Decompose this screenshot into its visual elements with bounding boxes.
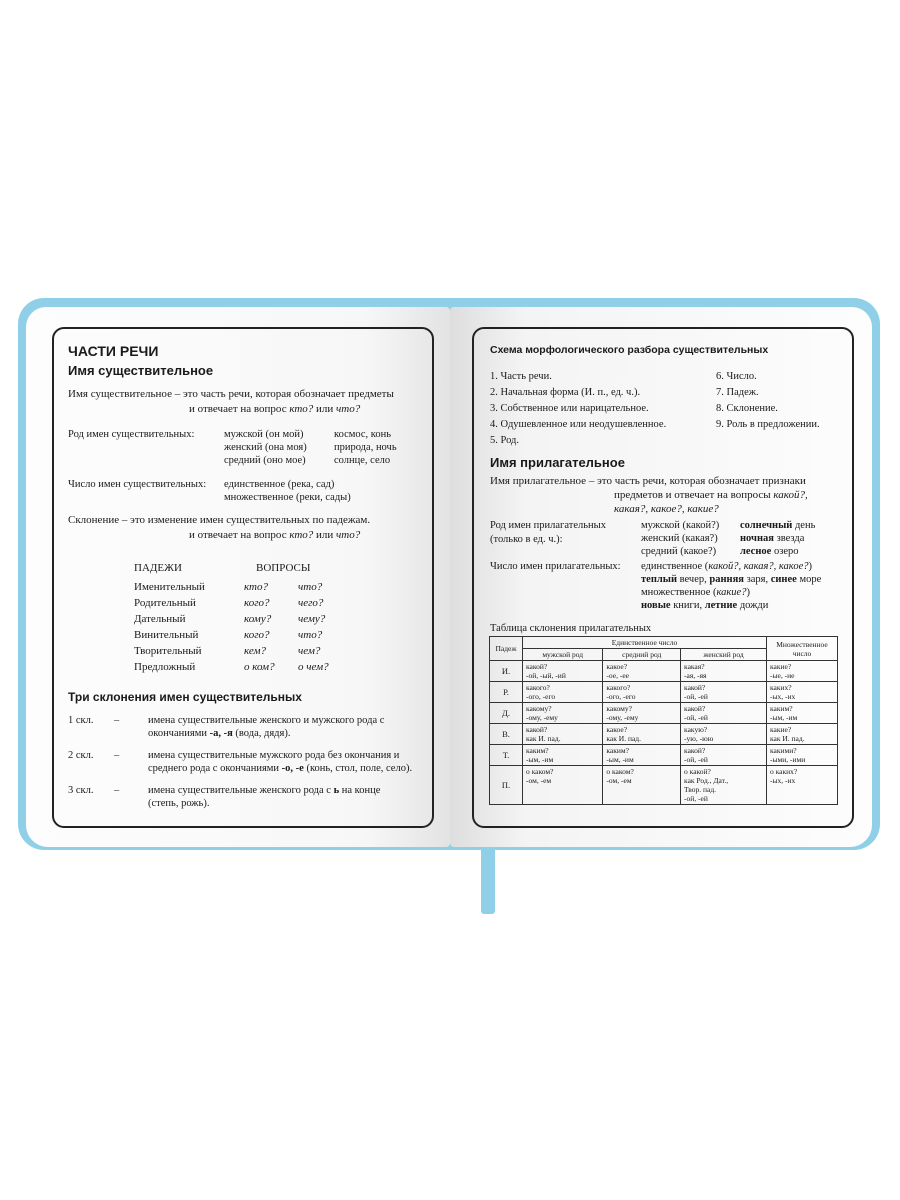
case-question-who: кем? bbox=[244, 645, 266, 657]
case-question-who: кого? bbox=[244, 597, 270, 609]
adjective-heading: Имя прилагательное bbox=[490, 455, 625, 470]
table-row bbox=[490, 766, 838, 805]
table-row bbox=[490, 661, 838, 682]
cell-question: какой? bbox=[684, 683, 706, 692]
adjective-definition-line3: какая?, какое?, какие? bbox=[614, 503, 719, 515]
declension-line2: и отвечает на вопрос кто? или что? bbox=[189, 529, 361, 541]
cell-ending: -ом, -ем bbox=[606, 776, 632, 785]
declension-table-title: Таблица склонения прилагательных bbox=[490, 623, 652, 634]
scheme-title: Схема морфологического разбора существительных bbox=[490, 344, 769, 356]
number-plural: множественное (реки, сады) bbox=[224, 492, 351, 503]
cell-ending: -ыми, -ими bbox=[770, 755, 806, 764]
gender-label: Род имен существительных: bbox=[68, 429, 195, 440]
scheme-item-3: 3. Собственное или нарицательное. bbox=[490, 403, 649, 414]
table-cell bbox=[767, 682, 838, 703]
table-cell bbox=[603, 682, 681, 703]
adj-number-plural: множественное (какие?) bbox=[641, 587, 750, 598]
cell-question: какие? bbox=[770, 662, 792, 671]
cases-header: ПАДЕЖИ bbox=[134, 562, 182, 574]
noun-definition-line1: Имя существительное – это часть речи, которая обозначает предметы bbox=[68, 388, 394, 400]
decl1-label: 1 скл. bbox=[68, 715, 94, 726]
cell-question: какому? bbox=[526, 704, 552, 713]
cell-question: какого? bbox=[606, 683, 631, 692]
case-question-who: кому? bbox=[244, 613, 272, 625]
case-name: Винительный bbox=[134, 629, 199, 641]
cell-question: какому? bbox=[606, 704, 632, 713]
cell-question: какой? bbox=[684, 704, 706, 713]
case-name: Предложный bbox=[134, 661, 196, 673]
scheme-item-7: 7. Падеж. bbox=[716, 387, 759, 398]
cell-question: каким? bbox=[770, 704, 793, 713]
table-row bbox=[490, 682, 838, 703]
table-cell bbox=[681, 682, 767, 703]
cell-ending: -ого, -его bbox=[606, 692, 636, 701]
declension-line1: Склонение – это изменение имен существительных по падежам. bbox=[68, 514, 371, 526]
bookmark-ribbon bbox=[481, 840, 495, 914]
table-cell bbox=[767, 703, 838, 724]
adj-gender-example-2: ночная звезда bbox=[740, 533, 805, 544]
cell-ending: -ым, -им bbox=[606, 755, 634, 764]
table-header-singular: Единственное число bbox=[523, 637, 767, 649]
table-case-cell: Д. bbox=[490, 703, 523, 724]
table-cell bbox=[767, 766, 838, 805]
case-question-who: кого? bbox=[244, 629, 270, 641]
cell-question: о каких? bbox=[770, 767, 798, 776]
table-cell bbox=[523, 703, 603, 724]
case-question-what: чему? bbox=[298, 613, 326, 625]
gender-kind-3: средний (оно мое) bbox=[224, 455, 306, 466]
cell-question: каких? bbox=[770, 683, 792, 692]
decl3-label: 3 скл. bbox=[68, 785, 94, 796]
cell-ending: -ых, -их bbox=[770, 692, 796, 701]
cell-ending: -ой, -ей bbox=[684, 713, 708, 722]
table-header-case: Падеж bbox=[490, 637, 523, 661]
table-cell bbox=[523, 661, 603, 682]
three-declensions-heading: Три склонения имен существительных bbox=[68, 690, 302, 704]
cell-ending: Твор. пад. bbox=[684, 785, 717, 794]
gender-kind-2: женский (она моя) bbox=[224, 442, 307, 453]
cell-question: о какой? bbox=[684, 767, 711, 776]
table-row bbox=[490, 703, 838, 724]
questions-header: ВОПРОСЫ bbox=[256, 562, 311, 574]
cell-ending: как И. пад. bbox=[770, 734, 805, 743]
table-cell bbox=[681, 724, 767, 745]
adjective-definition-line2: предметов и отвечает на вопросы какой?, bbox=[614, 489, 808, 501]
decl3-line1: имена существительные женского рода с ь на конце bbox=[148, 785, 381, 796]
adj-gender-label-1: Род имен прилагательных bbox=[490, 520, 606, 531]
table-header-fem: женский род bbox=[681, 649, 767, 661]
case-question-who: о ком? bbox=[244, 661, 275, 673]
scheme-item-1: 1. Часть речи. bbox=[490, 371, 552, 382]
case-name: Дательный bbox=[134, 613, 186, 625]
cell-ending: -ое, -ее bbox=[606, 671, 629, 680]
adj-gender-example-1: солнечный день bbox=[740, 520, 816, 531]
case-question-what: о чем? bbox=[298, 661, 329, 673]
table-cell bbox=[603, 724, 681, 745]
table-cell bbox=[603, 661, 681, 682]
adj-gender-kind-3: средний (какое?) bbox=[641, 546, 717, 557]
gender-example-3: солнце, село bbox=[334, 455, 391, 466]
scheme-item-8: 8. Склонение. bbox=[716, 403, 778, 414]
cell-ending: -ом, -ем bbox=[526, 776, 552, 785]
cell-ending: -ому, -ему bbox=[526, 713, 558, 722]
cell-ending: -ых, -их bbox=[770, 776, 796, 785]
table-case-cell: И. bbox=[490, 661, 523, 682]
case-question-what: чего? bbox=[298, 597, 324, 609]
cell-question: какого? bbox=[526, 683, 550, 692]
table-cell bbox=[681, 703, 767, 724]
adj-gender-kind-1: мужской (какой?) bbox=[641, 520, 720, 531]
case-question-who: кто? bbox=[244, 581, 268, 593]
number-singular: единственное (река, сад) bbox=[224, 479, 335, 490]
table-cell bbox=[767, 724, 838, 745]
table-cell bbox=[523, 682, 603, 703]
cell-question: какой? bbox=[526, 662, 548, 671]
table-cell bbox=[603, 703, 681, 724]
cell-ending: как И. пад. bbox=[606, 734, 641, 743]
decl2-line1: имена существительные мужского рода без окончания и bbox=[148, 750, 400, 761]
cell-question: какие? bbox=[770, 725, 792, 734]
noun-heading: Имя существительное bbox=[68, 363, 214, 378]
cell-ending: -ому, -ему bbox=[606, 713, 639, 722]
cell-ending: -ые, -ие bbox=[770, 671, 795, 680]
cell-question: какое? bbox=[606, 725, 628, 734]
cell-ending: как Род., Дат., bbox=[684, 776, 729, 785]
table-cell bbox=[523, 745, 603, 766]
table-case-cell: В. bbox=[490, 724, 523, 745]
adj-gender-label-2: (только в ед. ч.): bbox=[490, 534, 563, 545]
cell-ending: -ым, -им bbox=[526, 755, 554, 764]
adjective-declension-table bbox=[489, 636, 838, 805]
number-label: Число имен существительных: bbox=[68, 479, 207, 490]
cell-ending: -ую, -юю bbox=[684, 734, 714, 743]
cell-ending: как И. пад. bbox=[526, 734, 561, 743]
table-row bbox=[490, 745, 838, 766]
table-case-cell: П. bbox=[490, 766, 523, 805]
table-case-cell: Т. bbox=[490, 745, 523, 766]
cell-ending: -ая, -яя bbox=[684, 671, 707, 680]
table-cell bbox=[681, 661, 767, 682]
cell-question: какими? bbox=[770, 746, 797, 755]
cell-ending: -ой, -ей bbox=[684, 794, 708, 803]
case-question-what: чем? bbox=[298, 645, 321, 657]
adj-number-singular-examples: теплый вечер, ранняя заря, синее море bbox=[641, 574, 822, 585]
decl2-label: 2 скл. bbox=[68, 750, 94, 761]
case-name: Творительный bbox=[134, 645, 202, 657]
scheme-item-2: 2. Начальная форма (И. п., ед. ч.). bbox=[490, 387, 641, 398]
page-title: ЧАСТИ РЕЧИ bbox=[68, 343, 159, 359]
adj-gender-kind-2: женский (какая?) bbox=[641, 533, 718, 544]
case-name: Родительный bbox=[134, 597, 196, 609]
decl1-dash: – bbox=[114, 715, 120, 726]
cell-question: какое? bbox=[606, 662, 628, 671]
gender-example-1: космос, конь bbox=[334, 429, 392, 440]
table-cell bbox=[767, 745, 838, 766]
adj-number-label: Число имен прилагательных: bbox=[490, 561, 621, 572]
cell-ending: -ой, -ей bbox=[684, 692, 708, 701]
adj-number-singular: единственное (какой?, какая?, какое?) bbox=[641, 561, 812, 572]
gender-example-2: природа, ночь bbox=[334, 442, 397, 453]
decl2-dash: – bbox=[114, 750, 120, 761]
scheme-item-6: 6. Число. bbox=[716, 371, 757, 382]
table-header-masc: мужской род bbox=[523, 649, 603, 661]
cell-ending: -ой, -ый, -ий bbox=[526, 671, 566, 680]
scheme-item-4: 4. Одушевленное или неодушевленное. bbox=[490, 419, 667, 430]
decl2-line2: среднего рода с окончаниями -о, -е (конь, стол, поле, село). bbox=[148, 763, 413, 774]
adj-number-plural-examples: новые книги, летние дожди bbox=[641, 600, 769, 611]
cell-question: какая? bbox=[684, 662, 705, 671]
table-header-plural: Множественное число bbox=[767, 637, 838, 661]
decl3-line2: (степь, рожь). bbox=[148, 798, 210, 809]
cell-question: о каком? bbox=[526, 767, 554, 776]
adjective-definition-line1: Имя прилагательное – это часть речи, которая обозначает признаки bbox=[490, 475, 806, 487]
table-cell bbox=[603, 766, 681, 805]
cell-ending: -ым, -им bbox=[770, 713, 798, 722]
case-question-what: что? bbox=[298, 629, 323, 641]
table-cell bbox=[681, 745, 767, 766]
decl3-dash: – bbox=[114, 785, 120, 796]
gender-kind-1: мужской (он мой) bbox=[224, 429, 304, 440]
cell-question: каким? bbox=[526, 746, 549, 755]
case-name: Именительный bbox=[134, 581, 205, 593]
table-header-neut: средний род bbox=[603, 649, 681, 661]
cell-ending: -ого, -его bbox=[526, 692, 556, 701]
decl1-line2: окончаниями -а, -я (вода, дядя). bbox=[148, 728, 291, 739]
table-case-cell: Р. bbox=[490, 682, 523, 703]
cell-question: каким? bbox=[606, 746, 629, 755]
noun-definition-line2: и отвечает на вопрос кто? или что? bbox=[189, 403, 361, 415]
cell-question: какую? bbox=[684, 725, 708, 734]
cell-question: о каком? bbox=[606, 767, 634, 776]
table-cell bbox=[681, 766, 767, 805]
cell-question: какой? bbox=[684, 746, 706, 755]
table-row bbox=[490, 724, 838, 745]
adj-gender-example-3: лесное озеро bbox=[740, 546, 799, 557]
table-cell bbox=[603, 745, 681, 766]
decl1-line1: имена существительные женского и мужского рода с bbox=[148, 715, 385, 726]
scheme-item-9: 9. Роль в предложении. bbox=[716, 419, 820, 430]
cell-question: какой? bbox=[526, 725, 548, 734]
scheme-item-5: 5. Род. bbox=[490, 435, 519, 446]
case-question-what: что? bbox=[298, 581, 323, 593]
cell-ending: -ой, -ей bbox=[684, 755, 708, 764]
table-cell bbox=[523, 766, 603, 805]
table-cell bbox=[523, 724, 603, 745]
table-cell bbox=[767, 661, 838, 682]
